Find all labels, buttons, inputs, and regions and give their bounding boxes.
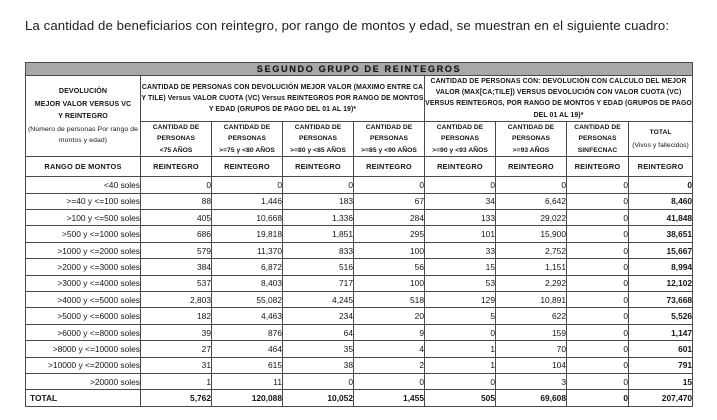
cell-r6-c0: 537 [141,275,212,291]
side-header-line2: MEJOR VALOR VERSUS VC [34,99,132,108]
cell-r3-c5: 15,900 [496,226,567,242]
cell-r9-c4: 0 [425,324,496,340]
cell-r11-c2: 38 [283,357,354,373]
cell-r11-c0: 31 [141,357,212,373]
cell-r7-total: 73,668 [629,292,693,308]
cell-r4-c6: 0 [567,242,629,258]
cell-r9-c2: 64 [283,324,354,340]
cell-r12-c2: 0 [283,373,354,389]
table-row [26,259,693,275]
side-header-note: (Número de personas Por rango de montos y edad) [27,126,139,144]
subheader-reintegro-7: REINTEGRO [567,157,629,177]
cell-r9-c3: 9 [354,324,425,340]
cell-r5-c6: 0 [567,259,629,275]
cell-r7-c2: 4,245 [283,292,354,308]
intro-paragraph: La cantidad de beneficiarios con reintegro, por rango de montos y edad, se muestran en el siguiente cuadro: [25,18,670,33]
col-header-line2: PERSONAS [512,135,550,143]
cell-r8-c0: 182 [141,308,212,324]
subheader-reintegro-4: REINTEGRO [354,157,425,177]
beneficiaries-table [25,62,693,407]
cell-r11-c3: 2 [354,357,425,373]
cell-r6-c2: 717 [283,275,354,291]
cell-r10-c0: 27 [141,341,212,357]
cell-r3-c4: 101 [425,226,496,242]
cell-r4-c3: 100 [354,242,425,258]
col-header-line3: >=90 y <93 AÑOS [432,146,488,154]
cell-r7-c0: 2,803 [141,292,212,308]
cell-r7-c6: 0 [567,292,629,308]
cell-r2-c1: 10,668 [212,210,283,226]
cell-r6-c6: 0 [567,275,629,291]
cell-r11-c5: 104 [496,357,567,373]
cell-r8-c1: 4,463 [212,308,283,324]
cell-r3-c2: 1,851 [283,226,354,242]
total-cell-c3: 1,455 [354,390,425,406]
cell-r10-c6: 0 [567,341,629,357]
cell-r1-c0: 88 [141,193,212,209]
column-header-80-85 [283,121,354,157]
cell-r1-c3: 67 [354,193,425,209]
subheader-reintegro-3: REINTEGRO [283,157,354,177]
cell-r3-c1: 19,818 [212,226,283,242]
beneficiaries-table-container [25,62,692,407]
cell-r7-c4: 129 [425,292,496,308]
cell-r8-c5: 622 [496,308,567,324]
cell-r4-total: 15,667 [629,242,693,258]
cell-r11-c4: 1 [425,357,496,373]
cell-r3-c6: 0 [567,226,629,242]
cell-r11-total: 791 [629,357,693,373]
col-header-line3: >=75 y <80 AÑOS [219,146,275,154]
total-cell-c6: 0 [567,390,629,406]
cell-r11-c6: 0 [567,357,629,373]
column-header-75-80 [212,121,283,157]
col-header-total-sub: (Vivos y fallecidos) [632,141,689,149]
cell-r6-total: 12,102 [629,275,693,291]
total-cell-c2: 10,052 [283,390,354,406]
table-row [26,373,693,389]
col-header-line2: PERSONAS [441,135,479,143]
table-head [26,63,693,177]
banner-row [26,63,693,76]
col-header-line1: CANTIDAD DE [574,123,621,131]
cell-r2-c0: 405 [141,210,212,226]
cell-r0-total: 0 [629,177,693,193]
table-banner-title: SEGUNDO GRUPO DE REINTEGROS [26,63,693,76]
cell-r3-c3: 295 [354,226,425,242]
col-header-line3: >=80 y <85 AÑOS [290,146,346,154]
cell-r9-c0: 39 [141,324,212,340]
cell-r2-c5: 29,022 [496,210,567,226]
cell-r10-c4: 1 [425,341,496,357]
cell-r7-c1: 55,082 [212,292,283,308]
col-header-line3: SINFECNAC [577,146,618,154]
cell-r8-c3: 20 [354,308,425,324]
cell-r0-c1: 0 [212,177,283,193]
cell-r7-c5: 10,891 [496,292,567,308]
table-row [26,242,693,258]
col-header-line1: CANTIDAD DE [365,123,413,131]
side-header-line3: Y REINTEGRO [58,111,108,120]
row-range-label: >10000 y <=20000 soles [26,357,141,373]
cell-r1-c5: 6,642 [496,193,567,209]
subheader-row [26,157,693,177]
col-header-line1: CANTIDAD DE [223,123,271,131]
cell-r12-total: 15 [629,373,693,389]
cell-r1-c4: 34 [425,193,496,209]
table-row [26,357,693,373]
column-header-90-93 [425,121,496,157]
row-range-label: >4000 y <=5000 soles [26,292,141,308]
cell-r12-c1: 11 [212,373,283,389]
column-header-under-75 [141,121,212,157]
table-row [26,341,693,357]
side-header-cell [26,76,141,157]
row-range-label: >=40 y <=100 soles [26,193,141,209]
cell-r11-c1: 615 [212,357,283,373]
cell-r10-c1: 464 [212,341,283,357]
cell-r9-total: 1,147 [629,324,693,340]
cell-r1-total: 8,460 [629,193,693,209]
cell-r1-c6: 0 [567,193,629,209]
col-header-line3: >=85 y <90 AÑOS [361,146,417,154]
subheader-reintegro-1: REINTEGRO [141,157,212,177]
total-row-label: TOTAL [26,390,141,406]
column-header-total [629,121,693,157]
cell-r2-c6: 0 [567,210,629,226]
cell-r5-c3: 56 [354,259,425,275]
total-cell-c0: 5,762 [141,390,212,406]
row-range-label: >8000 y <=10000 soles [26,341,141,357]
total-cell-c4: 505 [425,390,496,406]
col-header-line2: PERSONAS [228,135,266,143]
table-row [26,292,693,308]
cell-r12-c5: 3 [496,373,567,389]
col-header-line2: PERSONAS [299,135,337,143]
cell-r8-c2: 234 [283,308,354,324]
cell-r2-c4: 133 [425,210,496,226]
cell-r4-c1: 11,370 [212,242,283,258]
subheader-reintegro-2: REINTEGRO [212,157,283,177]
cell-r2-c3: 284 [354,210,425,226]
cell-r10-total: 601 [629,341,693,357]
col-header-line2: PERSONAS [578,135,617,143]
col-header-line3: <75 AÑOS [159,146,193,154]
table-body [26,177,693,406]
table-row [26,226,693,242]
cell-r4-c0: 579 [141,242,212,258]
cell-r5-total: 8,994 [629,259,693,275]
group-header-left: CANTIDAD DE PERSONAS CON DEVOLUCIÓN MEJOR VALOR (MAXIMO ENTRE CA Y TILE) Versus VALOR CUOTA (VC) Versus REINTEGROS POR RANGO DE MONTOS Y EDAD (GRUPOS DE PAGO DEL 01 AL 19)* [141,76,425,122]
row-range-label: >6000 y <=8000 soles [26,324,141,340]
column-header-85-90 [354,121,425,157]
cell-r0-c3: 0 [354,177,425,193]
total-cell-c5: 69,608 [496,390,567,406]
cell-r2-c2: 1,336 [283,210,354,226]
column-header-sinfecnac [567,121,629,157]
cell-r6-c1: 8,403 [212,275,283,291]
column-header-93-plus [496,121,567,157]
cell-r12-c0: 1 [141,373,212,389]
side-header-line1: DEVOLUCIÓN [58,87,108,96]
cell-r0-c2: 0 [283,177,354,193]
cell-r6-c4: 53 [425,275,496,291]
row-range-label: >1000 y <=2000 soles [26,242,141,258]
row-range-label: >500 y <=1000 soles [26,226,141,242]
row-range-label: >100 y <=500 soles [26,210,141,226]
cell-r0-c4: 0 [425,177,496,193]
row-range-label: >3000 y <=4000 soles [26,275,141,291]
table-row [26,275,693,291]
cell-r9-c1: 876 [212,324,283,340]
table-row [26,177,693,193]
cell-r12-c6: 0 [567,373,629,389]
cell-r9-c5: 159 [496,324,567,340]
table-row [26,193,693,209]
row-range-label: <40 soles [26,177,141,193]
cell-r6-c5: 2,292 [496,275,567,291]
subheader-range-label: RANGO DE MONTOS [26,157,141,177]
subheader-reintegro-total: REINTEGRO [629,157,693,177]
total-cell-grand: 207,470 [629,390,693,406]
subheader-reintegro-5: REINTEGRO [425,157,496,177]
cell-r12-c4: 0 [425,373,496,389]
cell-r0-c6: 0 [567,177,629,193]
cell-r1-c1: 1,446 [212,193,283,209]
col-header-line1: CANTIDAD DE [507,123,555,131]
cell-r12-c3: 0 [354,373,425,389]
cell-r2-total: 41,848 [629,210,693,226]
cell-r5-c2: 516 [283,259,354,275]
cell-r7-c3: 518 [354,292,425,308]
cell-r8-total: 5,526 [629,308,693,324]
total-cell-c1: 120,088 [212,390,283,406]
group-header-row [26,76,693,122]
cell-r10-c3: 4 [354,341,425,357]
col-header-line1: CANTIDAD DE [294,123,342,131]
table-row [26,308,693,324]
cell-r3-total: 38,651 [629,226,693,242]
cell-r5-c4: 15 [425,259,496,275]
cell-r10-c5: 70 [496,341,567,357]
cell-r8-c4: 5 [425,308,496,324]
row-range-label: >20000 soles [26,373,141,389]
row-range-label: >5000 y <=6000 soles [26,308,141,324]
table-total-row [26,390,693,406]
cell-r1-c2: 183 [283,193,354,209]
cell-r5-c5: 1,151 [496,259,567,275]
cell-r8-c6: 0 [567,308,629,324]
cell-r6-c3: 100 [354,275,425,291]
cell-r5-c0: 384 [141,259,212,275]
col-header-line1: CANTIDAD DE [152,123,200,131]
cell-r5-c1: 6,872 [212,259,283,275]
col-header-line2: PERSONAS [370,135,408,143]
cell-r0-c0: 0 [141,177,212,193]
cell-r4-c2: 833 [283,242,354,258]
subheader-reintegro-6: REINTEGRO [496,157,567,177]
col-header-line3: >=93 AÑOS [512,146,550,154]
cell-r4-c5: 2,752 [496,242,567,258]
col-header-total-label: TOTAL [649,129,672,136]
cell-r4-c4: 33 [425,242,496,258]
group-header-right: CANTIDAD DE PERSONAS CON: DEVOLUCIÓN CON CALCULO DEL MEJOR VALOR (MAX[CA;TILE]) VERSUS DEVOLUCIÓN CON VALOR CUOTA (VC) VERSUS REINTEGROS, POR RANGO DE MONTOS Y EDAD (GRUPOS DE PAGO DEL 01 AL 19)* [425,76,693,122]
cell-r0-c5: 0 [496,177,567,193]
table-row [26,210,693,226]
col-header-line2: PERSONAS [157,135,195,143]
row-range-label: >2000 y <=3000 soles [26,259,141,275]
table-row [26,324,693,340]
cell-r9-c6: 0 [567,324,629,340]
col-header-line1: CANTIDAD DE [436,123,484,131]
cell-r3-c0: 686 [141,226,212,242]
cell-r10-c2: 35 [283,341,354,357]
